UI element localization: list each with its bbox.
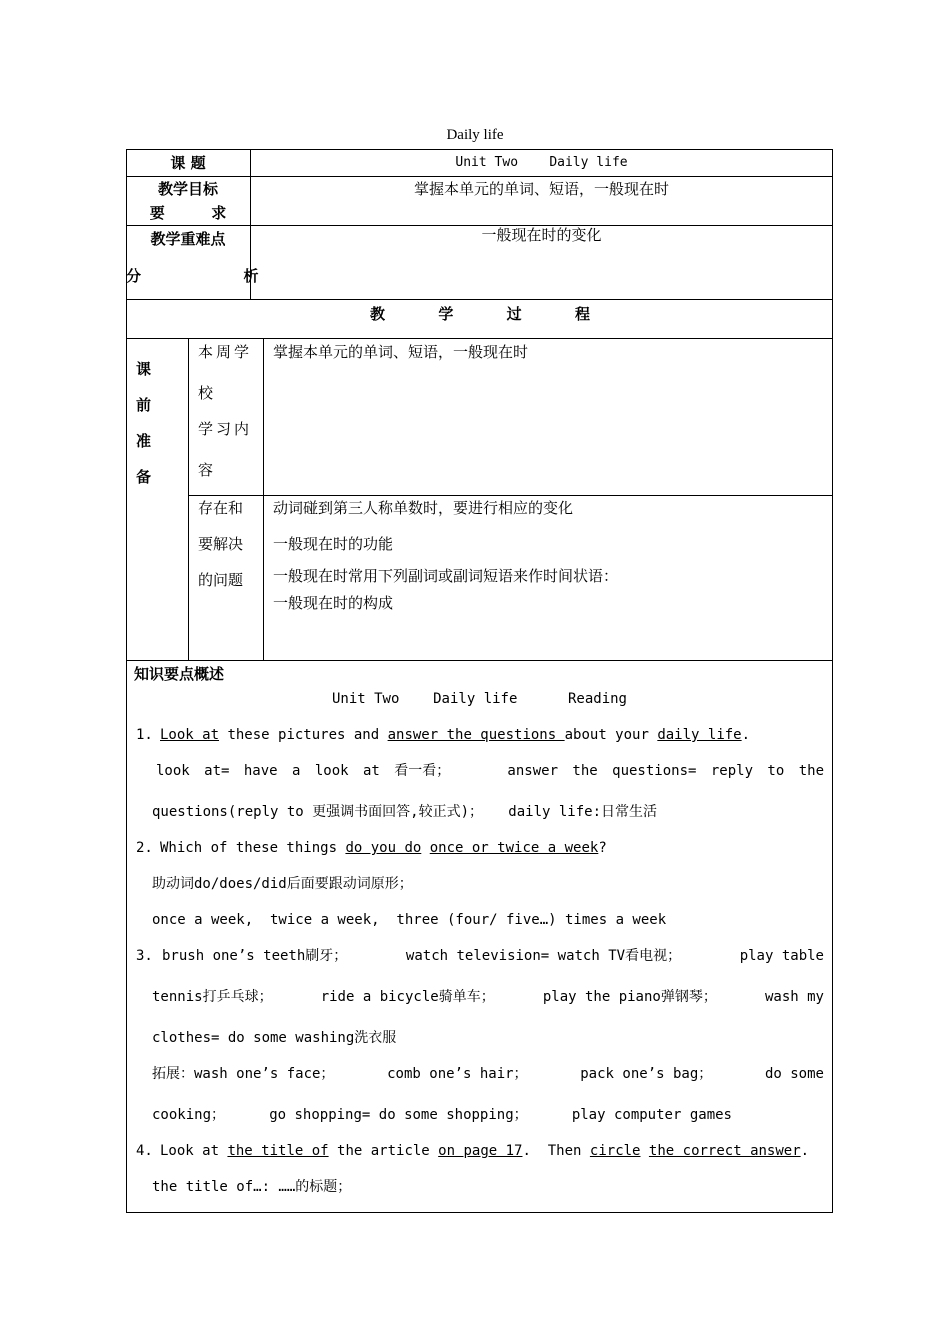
phrase: play the piano弹钢琴； [542,989,717,1005]
column-divider [263,338,264,660]
phrase: play table [739,948,824,964]
row2-value: 一般现在时的功能 [273,535,394,553]
phrase: tennis打乒乓球； [152,989,273,1005]
item-2-number: 2. [136,840,153,856]
underlined-phrase: circle [589,1143,641,1159]
item-2-sentence [160,839,607,857]
item-4-sentence [160,1142,809,1160]
row2-value: 动词碰到第三人称单数时，要进行相应的变化 [273,499,574,517]
phrase: cooking； [152,1107,226,1123]
process-char: 程 [574,305,590,323]
text-fragment: these pictures and [219,727,388,743]
focus-label: 教学重难点 [150,230,226,248]
phrase: do some [764,1066,824,1082]
process-char: 学 [438,305,454,323]
row-divider [126,299,833,300]
phrase: comb one’s hair； [387,1066,528,1082]
underlined-phrase: do you do [345,840,422,856]
item-2-note: once a week, twice a week, three (four/ five…) times a week [152,912,667,928]
row-divider [126,660,833,661]
goal-value: 掌握本单元的单词、短语，一般现在时 [413,180,669,198]
text-fragment: ? [598,840,607,856]
text-fragment [421,840,429,856]
item-4-note: the title of…: ……的标题； [152,1179,352,1195]
column-divider [188,338,189,660]
phrase: pack one’s bag； [580,1066,713,1082]
focus-label-2: 分 析 [126,267,259,285]
text-fragment: . Then [522,1143,590,1159]
prep-side-label: 前 [136,396,152,414]
item-1-note [156,762,824,780]
focus-value: 一般现在时的变化 [481,226,602,244]
item-3-line: clothes= do some washing洗衣服 [152,1030,397,1046]
item-4-number: 4. [136,1143,153,1159]
text-fragment: . [800,1143,810,1159]
phrase: ride a bicycle骑单车； [320,989,495,1005]
item-1-note: questions(reply to 更强调书面回答,较正式)； daily life:日常生活 [152,804,658,820]
document-title: Daily life [446,127,504,143]
process-char: 过 [506,305,522,323]
phrase: wash my [764,989,824,1005]
text-fragment [640,1143,648,1159]
item-3-line [152,1065,824,1083]
row1-label: 本周学 [198,343,253,361]
prep-side-label: 准 [136,432,152,450]
underlined-phrase: answer the questions [387,727,565,743]
row1-label: 容 [198,461,214,479]
row1-value: 掌握本单元的单词、短语，一般现在时 [273,343,529,361]
topic-value: Unit Two Daily life [455,155,628,170]
text-fragment: Which of these things [160,840,346,856]
prep-side-label: 备 [136,468,152,486]
row2-label: 要解决 [198,535,244,553]
phrase: play computer games [571,1107,732,1123]
item-3-line [152,988,824,1006]
prep-side-label: 课 [136,360,152,378]
note-fragment: answer the questions= reply to the [507,763,824,779]
phrase: brush one’s teeth刷牙； [162,948,348,964]
row-divider [188,495,833,496]
item-3-number: 3. [136,948,153,964]
goal-label-2: 要 求 [149,204,227,222]
underlined-phrase: the title of [227,1143,329,1159]
row1-label: 校 [198,384,214,402]
item-3-line [152,1106,732,1124]
text-fragment: about your [564,727,658,743]
item-1-number: 1. [136,727,153,743]
underlined-phrase: daily life [657,727,742,743]
underlined-phrase: on page 17 [438,1143,523,1159]
topic-label: 课 题 [170,154,206,172]
phrase: watch television= watch TV看电视； [405,948,682,964]
note-fragment: look at= have a look at 看一看； [156,763,451,779]
row-divider [126,176,833,177]
item-3-line [162,947,824,965]
row2-label: 的问题 [198,571,244,589]
text-fragment: Look at [160,1143,228,1159]
item-1-sentence [160,726,750,744]
underlined-phrase: the correct answer [648,1143,801,1159]
phrase: 拓展：wash one’s face； [152,1066,335,1082]
row1-label: 学习内 [198,420,253,438]
underlined-phrase: Look at [160,727,220,743]
text-fragment: . [741,727,751,743]
underlined-phrase: once or twice a week [429,840,599,856]
text-fragment: the article [328,1143,439,1159]
process-heading [370,305,590,323]
knowledge-subheading: Unit Two Daily life Reading [331,691,627,707]
row-divider [126,338,833,339]
row2-value: 一般现在时的构成 [273,594,394,612]
row2-value: 一般现在时常用下列副词或副词短语来作时间状语： [273,567,619,585]
phrase: go shopping= do some shopping； [269,1107,528,1123]
process-char: 教 [370,305,386,323]
goal-label: 教学目标 [157,180,218,198]
row2-label: 存在和 [198,499,244,517]
item-2-note: 助动词do/does/did后面要跟动词原形； [152,876,413,892]
knowledge-heading: 知识要点概述 [134,665,225,683]
